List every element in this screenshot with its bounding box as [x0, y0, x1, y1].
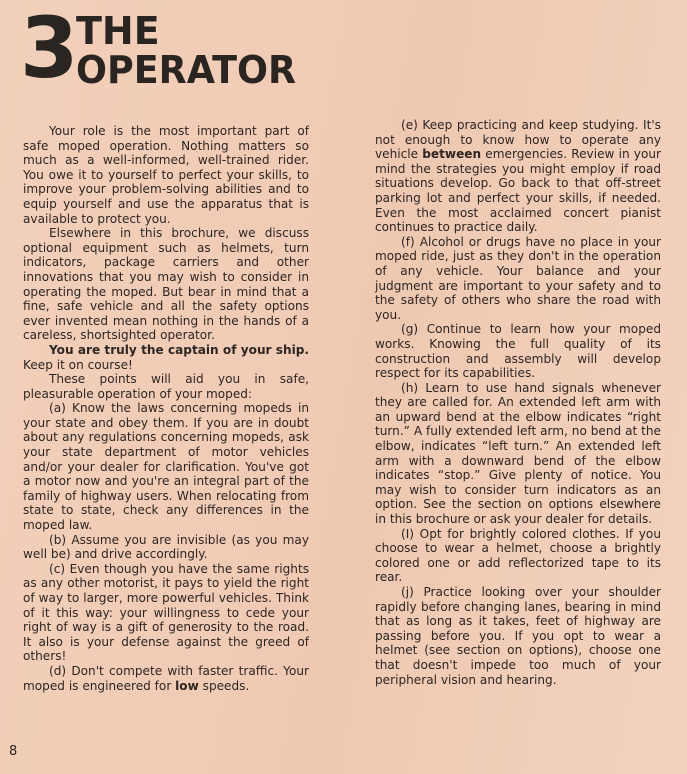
point-b: (b) Assume you are invisible (as you may well be) and drive accordingly. [23, 532, 309, 562]
captain-emphasis: You are truly the captain of your ship. [49, 342, 309, 357]
paragraph-points-intro: These points will aid you in safe, pleasurable operation of your moped: [23, 372, 309, 401]
paragraph-equipment: Elsewhere in this brochure, we discuss optional equipment such as helmets, turn indicators, package carriers and other innovations that you may wish to consider in operating the moped. But bear in mind that a fine, safe vehicle and all the safety options ever invented mean nothing in the hands of a careless, shortsighted operator. [23, 226, 309, 343]
point-h: (h) Learn to use hand signals whenever they are called for. An extended left arm with an upward bend at the elbow indicates “right turn.” A fully extended left arm, no bend at the elbow, indicates “left turn.” An extended left arm with a downward bend of the elbow indicates “stop.” Give plenty of notice. You may wish to consider turn indicators as an option. See the section on options elsewhere in this brochure or ask your dealer for details. [375, 380, 661, 527]
point-e-start: (e) Keep practicing and keep studying. It's not enough to know how to operate any vehicle [375, 118, 661, 162]
point-d-emphasis: low [175, 678, 199, 693]
point-e [375, 118, 661, 235]
paragraph-captain [23, 343, 309, 372]
right-column [375, 118, 661, 687]
chapter-number: 3 [20, 0, 77, 97]
paragraph-intro: Your role is the most important part of safe moped operation. Nothing matters so much as a well-informed, well-trained rider. You owe it to yourself to perfect your skills, to improve your problem-solving abilities and to equip yourself and use the apparatus that is available to protect you. [23, 124, 309, 226]
point-i: (I) Opt for brightly colored clothes. If you choose to wear a helmet, choose a brightly colored one or add reflectorized tape to its rear. [375, 526, 661, 585]
chapter-title-line-1: THE [76, 9, 160, 53]
page-number: 8 [9, 744, 18, 759]
chapter-title-line-2: OPERATOR [76, 48, 297, 92]
point-f: (f) Alcohol or drugs have no place in your moped ride, just as they don't in the operation of any vehicle. Your balance and your judgment are important to your safety and to the safety of others who share the road with you. [375, 234, 661, 322]
point-e-end: emergencies. Review in your mind the strategies you might employ if road situations develop. Go back to that off-street parking lot and perfect your skills, if needed. Even the most acclaimed concert pianist continues to practice daily. [375, 147, 661, 235]
point-g: (g) Continue to learn how your moped works. Knowing the full quality of its construction and assembly will develop respect for its capabilities. [375, 322, 661, 381]
point-c: (c) Even though you have the same rights as any other motorist, it pays to yield the right of way to larger, more powerful vehicles. Think of it this way: your willingness to cede your right of way is a gift of generosity to the road. It also is your defense against the greed of others! [23, 561, 309, 664]
point-a: (a) Know the laws concerning mopeds in your state and obey them. If you are in doubt about any regulations concerning mopeds, ask your state department of motor vehicles and/or your dealer for clarification. You've got a motor now and you're an integral part of the family of highway users. When relocating from state to state, check any differences in the moped law. [23, 401, 309, 533]
point-j: (j) Practice looking over your shoulder rapidly before changing lanes, bearing in mind that as long as it takes, feet of highway are passing before you. If you opt to wear a helmet (see section on options), choose one that doesn't impede too much of your peripheral vision and hearing. [375, 585, 661, 687]
point-e-emphasis: between [422, 147, 482, 162]
left-column [23, 124, 309, 693]
captain-rest: Keep it on course! [23, 357, 133, 372]
point-d [23, 664, 309, 693]
point-d-end: speeds. [198, 678, 250, 693]
point-d-start: (d) Don't compete with faster traffic. Your moped is engineered for [23, 663, 309, 693]
